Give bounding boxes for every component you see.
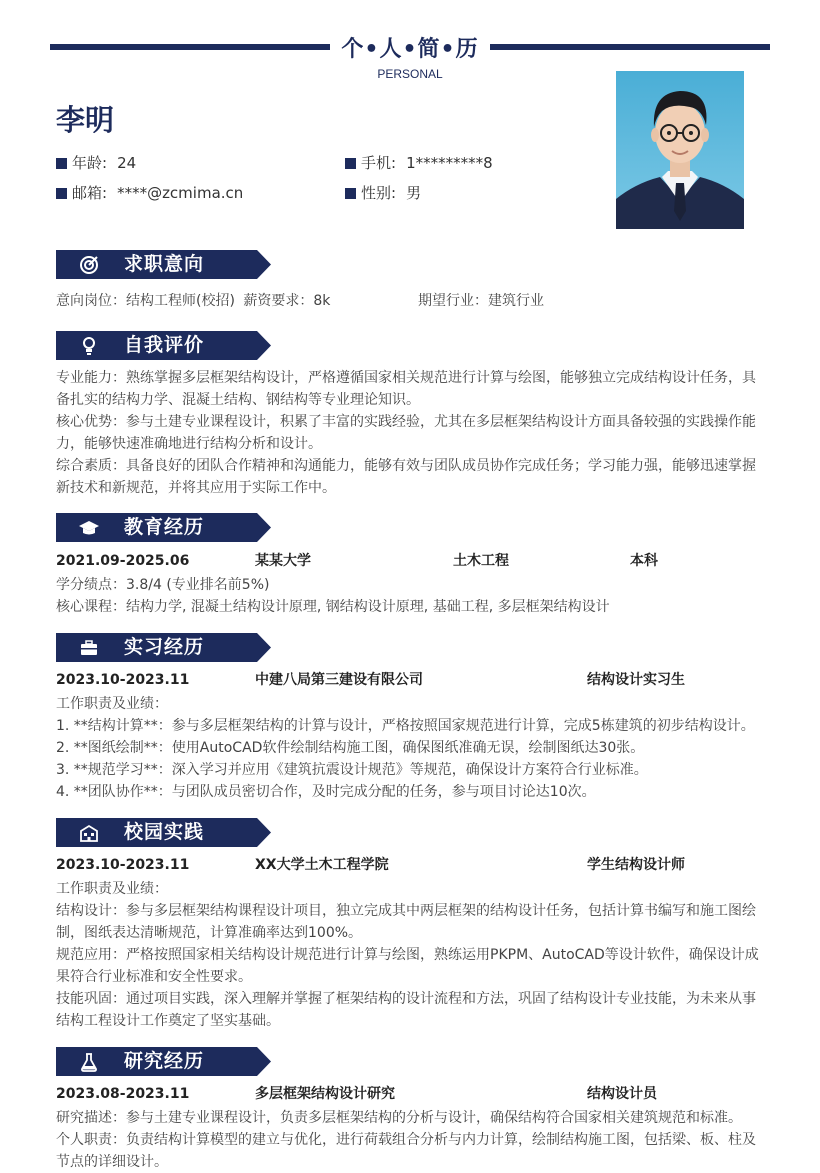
gender-label: 性别: — [361, 184, 397, 202]
education-details — [56, 574, 766, 618]
section-header-internship — [56, 633, 271, 662]
expected-industry: 期望行业：建筑行业 — [418, 293, 544, 309]
portrait-illustration — [616, 71, 744, 229]
text-line: 结构设计：参与多层框架结构课程设计项目，独立完成其中两层框架的结构设计任务，包括计算书编写和施工图绘 — [56, 903, 756, 919]
age-label: 年龄: — [72, 154, 108, 172]
text-line: 制，图纸表达清晰规范，计算准确率达到100%。 — [56, 925, 363, 941]
internship-company: 中建八局第三建设有限公司 — [255, 672, 423, 688]
building-icon — [78, 822, 100, 844]
section-header-intention — [56, 250, 271, 279]
campus-period: 2023.10-2023.11 — [56, 857, 190, 873]
phone-value: 1*********8 — [406, 154, 493, 172]
text-line: 新技术和新规范，并将其应用于实际工作中。 — [56, 480, 336, 496]
profile-photo — [616, 71, 744, 229]
text-line: 技能巩固：通过项目实践，深入理解并掌握了框架结构的设计流程和方法，巩固了结构设计专业技能，为未来从事 — [56, 991, 756, 1007]
phone-info — [345, 152, 493, 174]
intention-row — [56, 290, 766, 312]
text-line: 规范应用：严格按照国家相关结构设计规范进行计算与绘图，熟练运用PKPM、AutoCAD等设计软件，确保设计成 — [56, 947, 759, 963]
text-line: 1. **结构计算**：参与多层框架结构的计算与设计，严格按照国家规范进行计算，完成5栋建筑的初步结构设计。 — [56, 718, 755, 734]
gender-info — [345, 182, 421, 204]
text-line: 备扎实的结构力学、混凝土结构、钢结构等专业理论知识。 — [56, 392, 420, 408]
section-title: 自我评价 — [124, 334, 205, 356]
bullet-square — [56, 188, 67, 199]
age-info — [56, 152, 136, 174]
text-line: 3. **规范学习**：深入学习并应用《建筑抗震设计规范》等规范，确保设计方案符合行业标准。 — [56, 762, 648, 778]
campus-role: 学生结构设计师 — [587, 857, 685, 873]
text-line: 研究描述：参与土建专业课程设计，负责多层框架结构的分析与设计，确保结构符合国家相关建筑规范和标准。 — [56, 1110, 742, 1126]
email-label: 邮箱: — [72, 184, 108, 202]
intended-position: 意向岗位：结构工程师(校招) — [56, 293, 235, 309]
research-role: 结构设计员 — [587, 1086, 657, 1102]
internship-role: 结构设计实习生 — [587, 672, 685, 688]
header-bar-right — [490, 44, 770, 50]
research-project: 多层框架结构设计研究 — [255, 1086, 395, 1102]
text-line: 学分绩点：3.8/4 (专业排名前5%) — [56, 577, 270, 593]
candidate-name: 李明 — [56, 103, 115, 137]
resume-title: 个•人•简•历 — [341, 37, 479, 62]
section-title: 研究经历 — [124, 1050, 205, 1072]
bullet-square — [345, 188, 356, 199]
lightbulb-icon — [78, 335, 100, 357]
research-details — [56, 1107, 766, 1173]
education-school: 某某大学 — [255, 553, 311, 569]
section-header-campus — [56, 818, 271, 847]
text-line: 4. **团队协作**：与团队成员密切合作，及时完成分配的任务，参与项目讨论达10次。 — [56, 784, 596, 800]
text-line: 节点的详细设计。 — [56, 1154, 168, 1170]
briefcase-icon — [78, 637, 100, 659]
age-value: 24 — [117, 154, 137, 172]
text-line: 工作职责及业绩： — [56, 881, 168, 897]
section-title: 实习经历 — [124, 636, 205, 658]
email-info — [56, 182, 243, 204]
section-header-research — [56, 1047, 271, 1076]
text-line: 核心优势：参与土建专业课程设计，积累了丰富的实践经验，尤其在多层框架结构设计方面具备较强的实践操作能 — [56, 414, 756, 430]
gender-value: 男 — [406, 184, 422, 202]
text-line: 综合素质：具备良好的团队合作精神和沟通能力，能够有效与团队成员协作完成任务；学习能力强，能够迅速掌握 — [56, 458, 756, 474]
campus-org: XX大学土木工程学院 — [255, 857, 389, 873]
self-eval-text — [56, 367, 766, 499]
text-line: 结构工程设计工作奠定了坚实基础。 — [56, 1013, 280, 1029]
header-bar-left — [50, 44, 330, 50]
text-line: 核心课程：结构力学, 混凝土结构设计原理, 钢结构设计原理, 基础工程, 多层框架结构设计 — [56, 599, 610, 615]
flask-icon — [78, 1051, 100, 1073]
email-value: ****@zcmima.cn — [117, 184, 244, 202]
phone-label: 手机: — [361, 154, 397, 172]
internship-details — [56, 693, 766, 803]
internship-period: 2023.10-2023.11 — [56, 672, 190, 688]
text-line: 果符合行业标准和安全性要求。 — [56, 969, 252, 985]
text-line: 专业能力：熟练掌握多层框架结构设计，严格遵循国家相关规范进行计算与绘图，能够独立完成结构设计任务，具 — [56, 370, 756, 386]
education-period: 2021.09-2025.06 — [56, 553, 190, 569]
section-header-self-eval — [56, 331, 271, 360]
graduation-cap-icon — [78, 517, 100, 539]
salary-requirement: 薪资要求：8k — [243, 293, 331, 309]
resume-subtitle: PERSONAL — [377, 67, 443, 81]
section-header-education — [56, 513, 271, 542]
text-line: 工作职责及业绩： — [56, 696, 168, 712]
target-icon — [78, 254, 100, 276]
text-line: 力，能够快速准确地进行结构分析和设计。 — [56, 436, 322, 452]
research-period: 2023.08-2023.11 — [56, 1086, 190, 1102]
section-title: 校园实践 — [124, 821, 205, 843]
section-title: 教育经历 — [124, 516, 205, 538]
campus-details — [56, 878, 766, 1032]
education-degree: 本科 — [630, 553, 658, 569]
text-line: 个人职责：负责结构计算模型的建立与优化，进行荷载组合分析与内力计算，绘制结构施工图，包括梁、板、柱及 — [56, 1132, 756, 1148]
bullet-square — [345, 158, 356, 169]
text-line: 2. **图纸绘制**：使用AutoCAD软件绘制结构施工图，确保图纸准确无误，绘制图纸达30张。 — [56, 740, 645, 756]
education-major: 土木工程 — [453, 553, 509, 569]
section-title: 求职意向 — [124, 253, 205, 275]
bullet-square — [56, 158, 67, 169]
